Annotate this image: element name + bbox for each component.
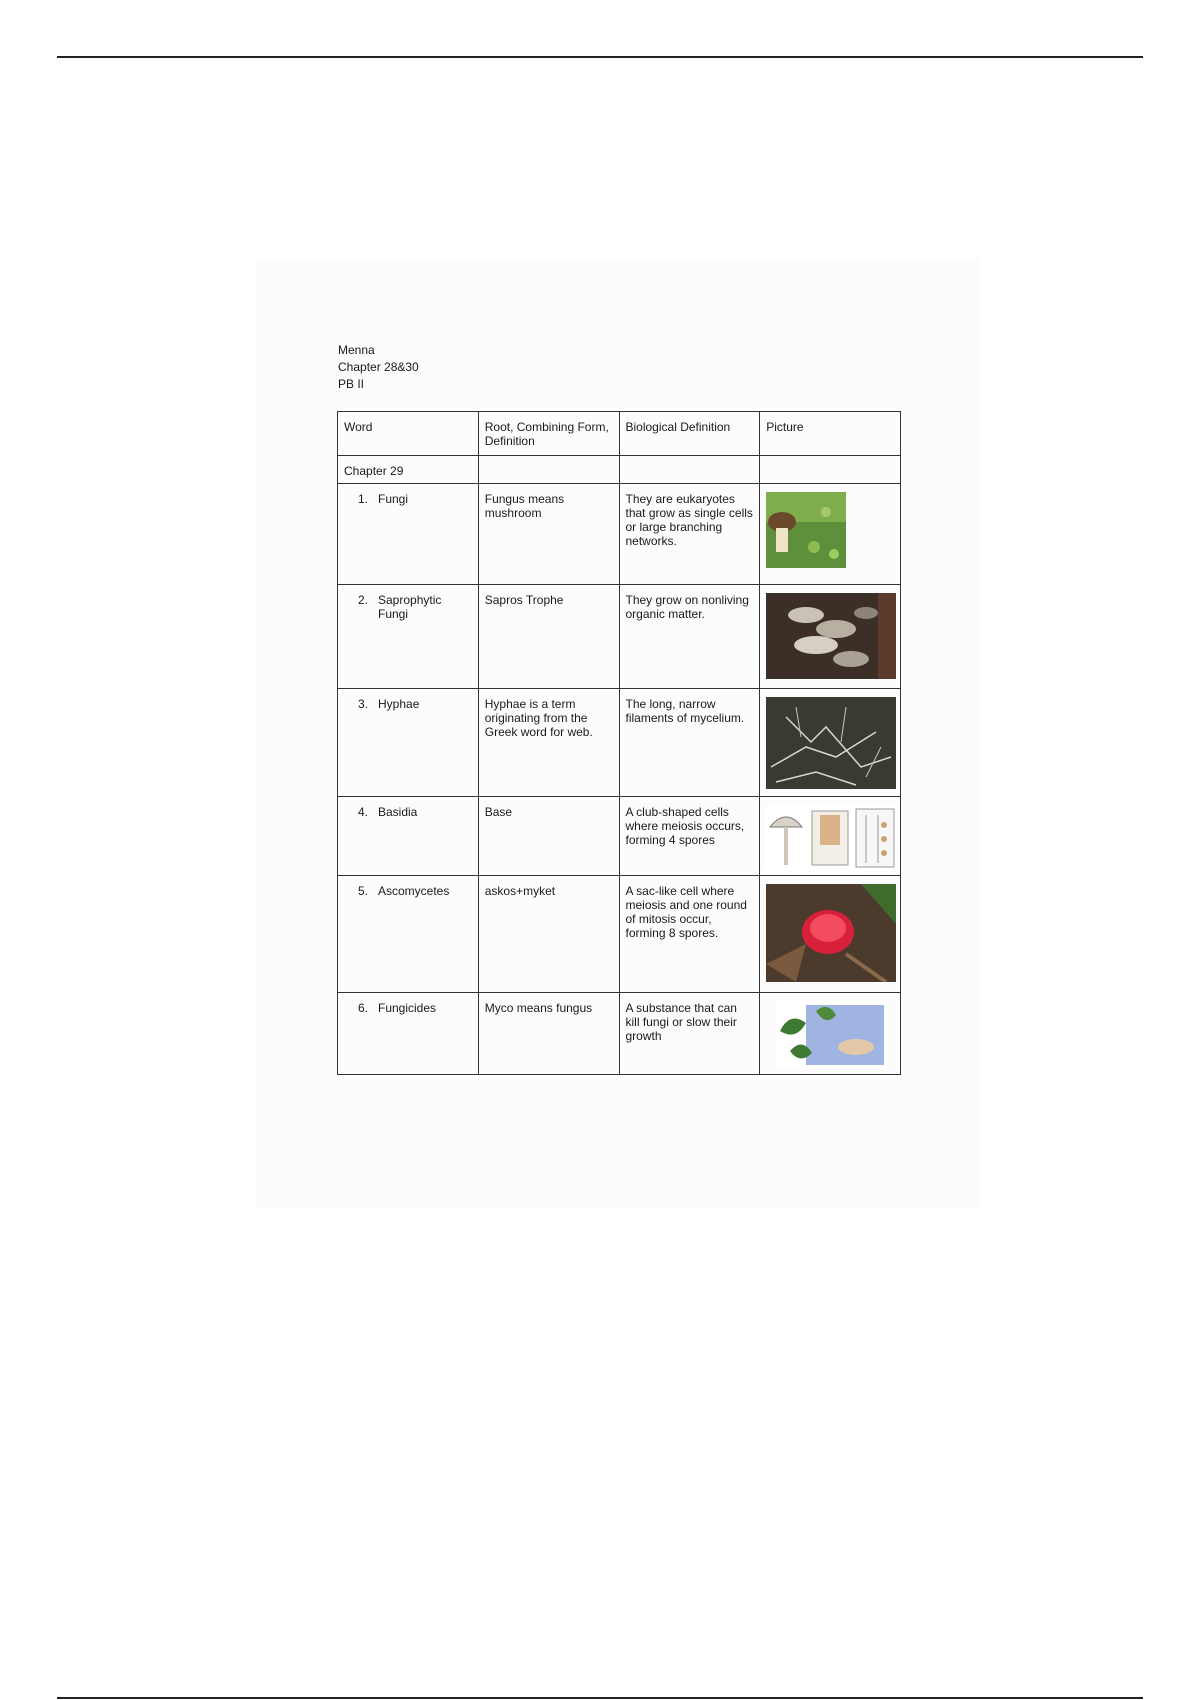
row-number: 3. xyxy=(357,697,368,711)
table-row xyxy=(338,484,901,585)
picture-cell xyxy=(760,993,901,1075)
header-root: Root, Combining Form, Definition xyxy=(478,412,619,456)
picture-cell xyxy=(760,484,901,585)
word-cell xyxy=(338,484,479,585)
word: Basidia xyxy=(378,805,418,819)
word: Fungicides xyxy=(378,1001,437,1015)
picture-cell xyxy=(760,689,901,797)
table-row xyxy=(338,876,901,993)
basidia-diagram xyxy=(766,805,896,871)
word-cell xyxy=(338,585,479,689)
root-cell: Sapros Trophe xyxy=(478,585,619,689)
table-row xyxy=(338,585,901,689)
root-cell: Myco means fungus xyxy=(478,993,619,1075)
word-cell xyxy=(338,876,479,993)
table-row xyxy=(338,689,901,797)
definition-cell: They are eukaryotes that grow as single cells or large branching networks. xyxy=(619,484,760,585)
table-row xyxy=(338,797,901,876)
word: Saprophytic Fungi xyxy=(378,593,442,621)
definition-cell: The long, narrow filaments of mycelium. xyxy=(619,689,760,797)
chapter-label: Chapter 28&30 xyxy=(338,360,419,374)
scarlet-cup-fungus-photo xyxy=(766,884,896,982)
fungicide-leaf-diagram xyxy=(776,1001,886,1069)
word: Hyphae xyxy=(378,697,420,711)
word-cell xyxy=(338,797,479,876)
section-row xyxy=(338,456,901,484)
root-cell: Hyphae is a term originating from the Greek word for web. xyxy=(478,689,619,797)
table-header-row xyxy=(338,412,901,456)
root-cell: Base xyxy=(478,797,619,876)
row-number: 2. xyxy=(357,593,368,607)
header-definition: Biological Definition xyxy=(619,412,760,456)
root-cell: Fungus means mushroom xyxy=(478,484,619,585)
header-word: Word xyxy=(338,412,479,456)
period-label: PB II xyxy=(338,377,365,391)
word-cell xyxy=(338,993,479,1075)
root-cell: askos+myket xyxy=(478,876,619,993)
word-cell xyxy=(338,689,479,797)
section-label: Chapter 29 xyxy=(338,456,479,484)
mushroom-in-grass-photo xyxy=(766,492,846,568)
table-row xyxy=(338,993,901,1075)
vocabulary-table xyxy=(337,411,901,1075)
row-number: 4. xyxy=(357,805,368,819)
definition-cell: A club-shaped cells where meiosis occurs, forming 4 spores xyxy=(619,797,760,876)
header-picture: Picture xyxy=(760,412,901,456)
picture-cell xyxy=(760,585,901,689)
word: Fungi xyxy=(378,492,409,506)
bracket-fungi-on-log-photo xyxy=(766,593,896,679)
white-hyphae-in-soil-photo xyxy=(766,697,896,789)
top-rule xyxy=(57,56,1143,58)
document-header xyxy=(338,342,419,393)
definition-cell: A sac-like cell where meiosis and one round of mitosis occur, forming 8 spores. xyxy=(619,876,760,993)
row-number: 6. xyxy=(357,1001,368,1015)
picture-cell xyxy=(760,797,901,876)
student-name: Menna xyxy=(338,343,375,357)
row-number: 5. xyxy=(357,884,368,898)
row-number: 1. xyxy=(357,492,368,506)
definition-cell: They grow on nonliving organic matter. xyxy=(619,585,760,689)
picture-cell xyxy=(760,876,901,993)
word: Ascomycetes xyxy=(378,884,450,898)
bottom-rule xyxy=(57,1697,1143,1699)
definition-cell: A substance that can kill fungi or slow their growth xyxy=(619,993,760,1075)
